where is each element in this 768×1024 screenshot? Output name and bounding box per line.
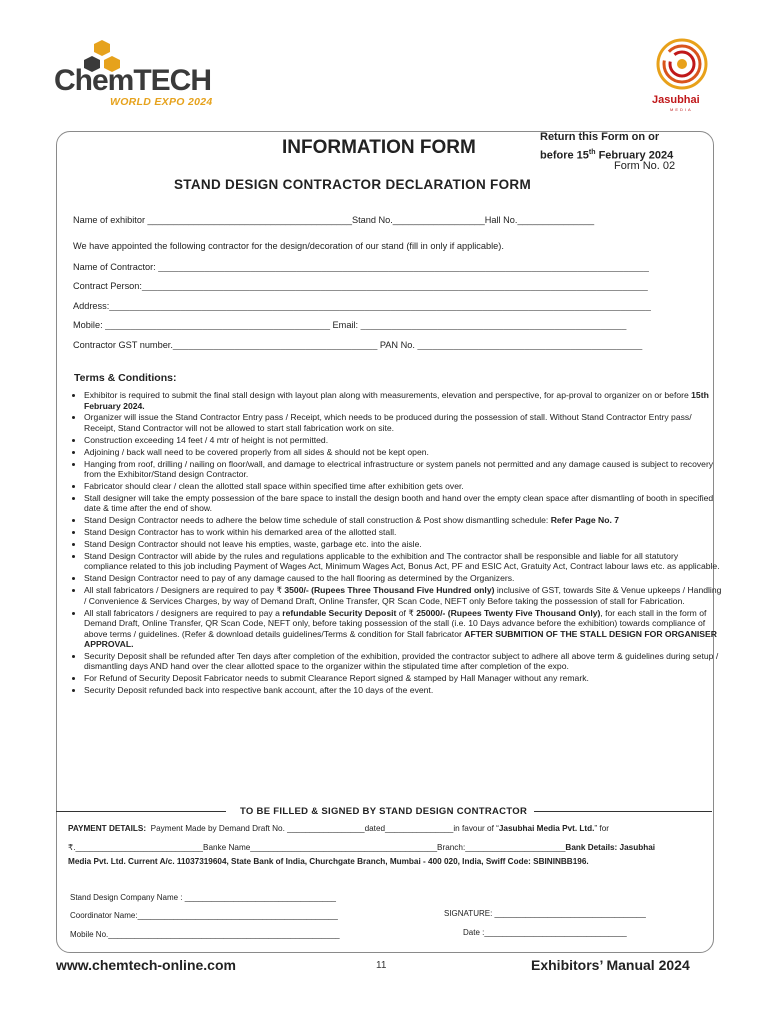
term-item: • Exhibitor is required to submit the final stall design with layout plan along with measurements, elevation and perspective, for ap-proval to organizer on or before 15th February 2024. [84,390,722,411]
terms-title: Terms & Conditions: [74,372,177,384]
chemtech-logo-text: ChemTECH [54,64,212,97]
payment-details-line-2[interactable]: ₹.____________________________Banke Name_________________________________________Branch:______________________Bank Details: Jasubhai [68,843,656,852]
mobile-no-field[interactable]: Mobile No.____________________________________________________ [70,930,340,939]
jasubhai-logo-text: Jasubhai [652,94,700,106]
terms-list [64,390,722,697]
term-item: • Security Deposit refunded back into respective bank account, after the 10 days of the event. [84,685,722,696]
term-item: • Security Deposit shall be refunded after Ten days after completion of the exhibition, provided the contractor subject to adhere all above term & guidelines during setup / dismantling days AND hand over the clear allotted space to the organizer within the stipulated time after completion of the expo. [84,651,722,672]
section-divider-right [534,811,712,812]
contractor-name-field[interactable]: Name of Contractor: ________________________________________________________________________________________________ [73,262,649,272]
term-item: • Stand Design Contractor will abide by the rules and regulations applicable to the exhibition and The contractor shall be responsible and liable for all statutory compliance related to this job including Payment of Wages Act, Minimum Wages Act, Bonus Act, PF and ESIC Act, Gratuity Act, Contract labour laws etc. as applicable. [84,551,722,572]
coordinator-name-field[interactable]: Coordinator Name:_____________________________________________ [70,911,338,920]
term-item: • Construction exceeding 14 feet / 4 mtr of height is not permitted. [84,435,722,446]
term-item: • Stand Design Contractor needs to adhere the below time schedule of stall construction & Post show dismantling schedule: Refer Page No. 7 [84,515,722,526]
appointed-statement: We have appointed the following contractor for the design/decoration of our stand (fill in only if applicable). [73,241,504,251]
footer-manual-title: Exhibitors’ Manual 2024 [531,957,690,973]
payment-details-line-1[interactable]: PAYMENT DETAILS: Payment Made by Demand Draft No. _________________dated_______________in favour of “Jasubhai Media Pvt. Ltd.” for [68,824,609,833]
term-item: • Adjoining / back wall need to be covered properly from all sides & should not be kept open. [84,447,722,458]
jasubhai-logo-sub: MEDIA [670,107,693,112]
contract-person-field[interactable]: Contract Person:___________________________________________________________________________________________________ [73,281,648,291]
return-deadline-note [540,130,673,164]
contractor-section-title: TO BE FILLED & SIGNED BY STAND DESIGN CONTRACTOR [240,806,528,817]
form-subtitle: STAND DESIGN CONTRACTOR DECLARATION FORM [174,177,531,192]
term-item: • Fabricator should clear / clean the allotted stall space within specified time after exhibition gets over. [84,481,722,492]
term-item: • Stand Design Contractor has to work within his demarked area of the allotted stall. [84,527,722,538]
mobile-email-field[interactable]: Mobile: ____________________________________________ Email: ____________________________________________________ [73,320,627,330]
term-item: • Organizer will issue the Stand Contractor Entry pass / Receipt, which needs to be produced during the possession of stall. Without Stand Contractor Entry pass/ Receipt, Stand Contractor will not be allowed to start stall fabrication work on site. [84,412,722,433]
term-item: • All stall fabricators / designers are required to pay a refundable Security Deposit of ₹ 25000/- (Rupees Twenty Five Thousand Only), for each stall in the form of Demand Draft, Online Transfer, QR Scan Code, NEFT only, before taking possession of the stall (i.e. 10 Days advance before the exhibition) towards compliance of above terms / guidelines. (Refer & download details guidelines/Terms & condition for Stall fabricator AFTER SUBMITION OF THE STALL DESIGN FOR ORGANISER APPROVAL. [84,608,722,650]
term-item: • Stand Design Contractor need to pay of any damage caused to the hall flooring as determined by the Organizers. [84,573,722,584]
footer-website-link[interactable]: www.chemtech-online.com [56,957,236,973]
return-line-1: Return this Form on or [540,131,660,143]
gst-pan-field[interactable]: Contractor GST number.________________________________________ PAN No. ____________________________________________ [73,340,643,350]
page-number: 11 [376,960,387,971]
bank-details-line: Media Pvt. Ltd. Current A/c. 11037319604, State Bank of India, Churchgate Branch, Mumbai - 400 020, India, Swiff Code: SBININBB196. [68,857,589,866]
return-line-2: before 15th February 2024 [540,149,674,162]
company-name-field[interactable]: Stand Design Company Name : __________________________________ [70,893,336,902]
section-divider-left [56,811,226,812]
form-title: INFORMATION FORM [282,137,476,158]
chemtech-tagline: WORLD EXPO 2024 [110,96,213,108]
term-item: • Hanging from roof, drilling / nailing on floor/wall, and damage to electrical infrastructure or system panels not permitted and any damage caused is subject to recovery from the Exhibitor/Stand design Contractor. [84,459,722,480]
signature-field[interactable]: SIGNATURE: __________________________________ [444,909,646,918]
address-field[interactable]: Address:__________________________________________________________________________________________________________ [73,301,651,311]
term-item: • Stand Design Contractor should not leave his empties, waste, garbage etc. into the aisle. [84,539,722,550]
date-field[interactable]: Date :________________________________ [463,928,627,937]
term-item: • Stall designer will take the empty possession of the bare space to install the design booth and hand over the empty clean space after dismantling of booth in specified date & time after the end of show. [84,493,722,514]
exhibitor-stand-hall-field[interactable]: Name of exhibitor ________________________________________Stand No.__________________Hall No._______________ [73,215,595,225]
form-number: Form No. 02 [614,160,676,172]
term-item: • All stall fabricators / Designers are required to pay ₹ 3500/- (Rupees Three Thousand Five Hundred only) inclusive of GST, towards Site & Venue upkeeps / Handling / Convenience & Services Charges, by way of Demand Draft, Online Transfer, QR Scan Code, NEFT only Before taking the possession of stall for Fabrication. [84,585,722,606]
term-item: • For Refund of Security Deposit Fabricator needs to submit Clearance Report signed & stamped by Hall Manager without any remark. [84,673,722,684]
